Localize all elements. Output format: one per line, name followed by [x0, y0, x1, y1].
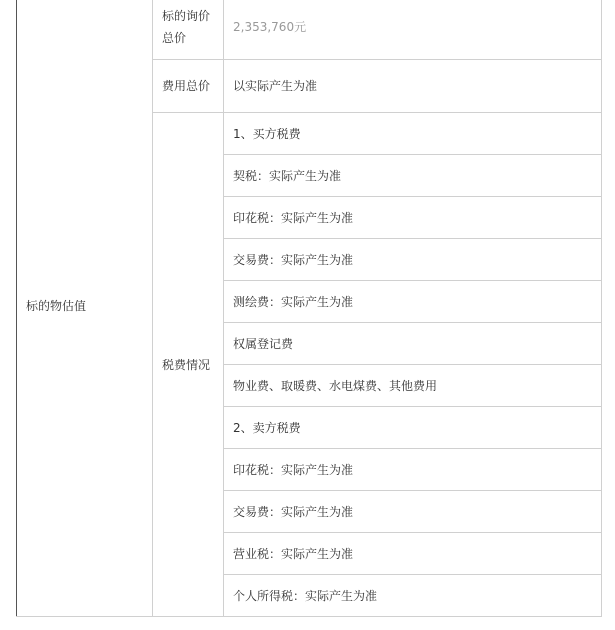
inquiry-label-cell — [153, 0, 224, 60]
tax-item: 营业税：实际产生为准 — [233, 546, 354, 561]
tax-item: 印花税：实际产生为准 — [233, 210, 354, 225]
tax-item: 物业费、取暖费、水电煤费、其他费用 — [233, 378, 438, 393]
table-row-inquiry — [17, 0, 602, 60]
tax-item: 测绘费：实际产生为准 — [233, 294, 354, 309]
tax-item: 交易费：实际产生为准 — [233, 504, 354, 519]
tax-item: 1、买方税费 — [233, 126, 301, 141]
tax-label-cell — [153, 113, 224, 617]
tax-item: 个人所得税：实际产生为准 — [233, 588, 378, 603]
cost-value-cell — [224, 60, 602, 113]
tax-item-cell — [224, 155, 602, 197]
tax-item: 交易费：实际产生为准 — [233, 252, 354, 267]
valuation-label-cell — [17, 0, 153, 617]
tax-item-cell — [224, 533, 602, 575]
tax-item-cell — [224, 197, 602, 239]
tax-label: 税费情况 — [162, 357, 211, 372]
tax-item-cell — [224, 491, 602, 533]
tax-item-cell — [224, 407, 602, 449]
tax-item-cell — [224, 281, 602, 323]
tax-item: 印花税：实际产生为准 — [233, 462, 354, 477]
tax-item-cell — [224, 239, 602, 281]
cost-value: 以实际产生为准 — [233, 79, 318, 93]
tax-item-cell — [224, 365, 602, 407]
cost-label: 费用总价 — [162, 79, 211, 93]
inquiry-label: 标的询价总价 — [162, 9, 211, 45]
tax-item-cell — [224, 449, 602, 491]
tax-item-cell — [224, 113, 602, 155]
tax-item: 2、卖方税费 — [233, 420, 301, 435]
inquiry-value-cell — [224, 0, 602, 60]
valuation-label: 标的物估值 — [26, 298, 87, 313]
tax-item-cell — [224, 323, 602, 365]
tax-item: 契税：实际产生为准 — [233, 168, 342, 183]
tax-item-cell — [224, 575, 602, 617]
cost-label-cell — [153, 60, 224, 113]
inquiry-value: 2,353,760元 — [233, 20, 307, 34]
tax-item: 权属登记费 — [233, 336, 294, 351]
valuation-table — [16, 0, 602, 617]
